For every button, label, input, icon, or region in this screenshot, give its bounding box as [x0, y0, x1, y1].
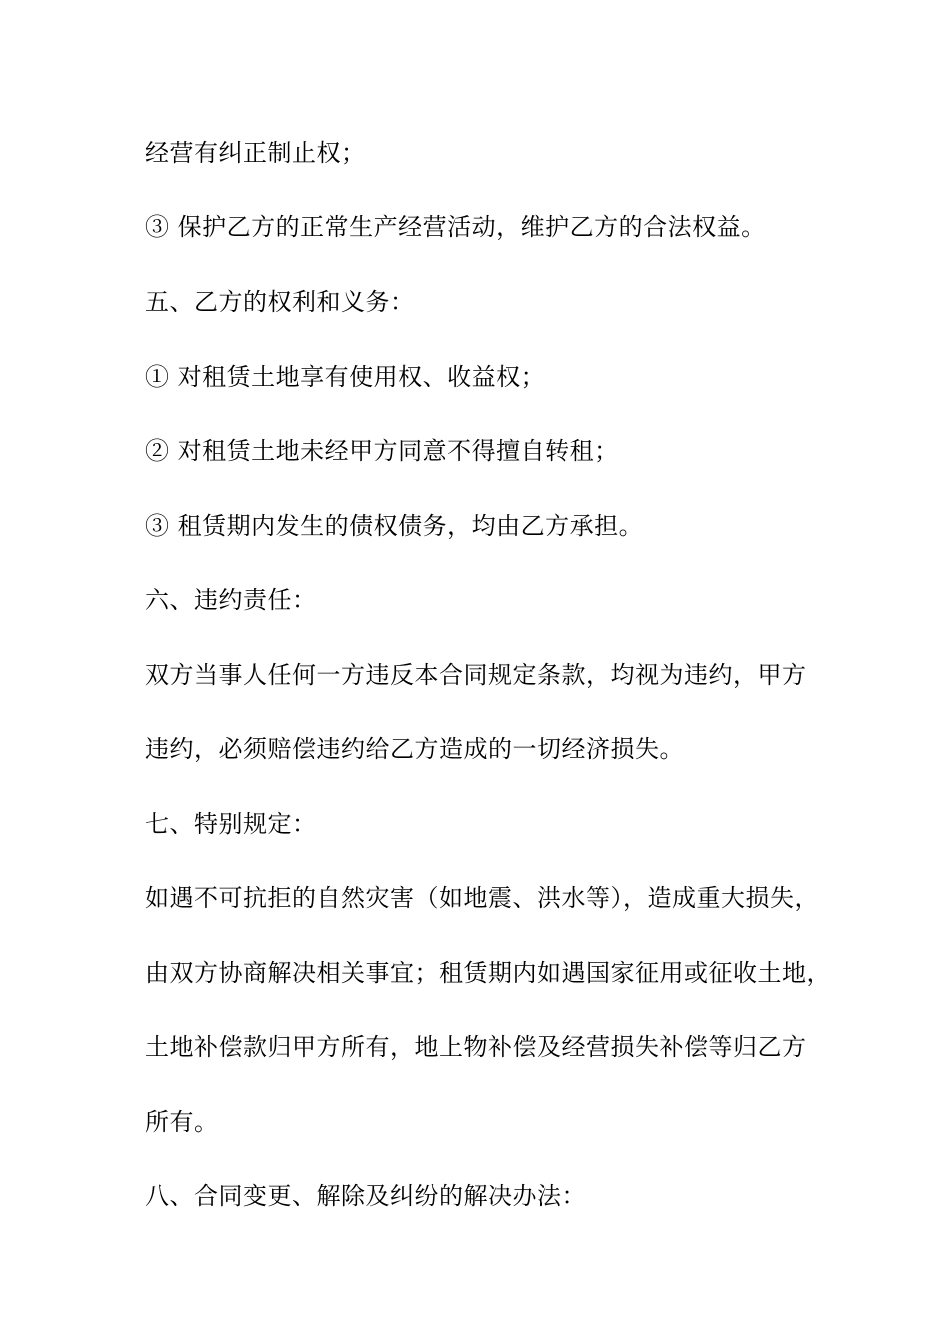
section-heading: 八、合同变更、解除及纠纷的解决办法：: [145, 1182, 586, 1210]
section-heading: 七、特别规定：: [145, 810, 317, 838]
text-line: 土地补偿款归甲方所有，地上物补偿及经营损失补偿等归乙方: [145, 1033, 807, 1061]
text-line: ① 对租赁土地享有使用权、收益权；: [145, 363, 546, 391]
text-line: ③ 租赁期内发生的债权债务，均由乙方承担。: [145, 512, 644, 540]
text-line: 经营有纠正制止权；: [145, 139, 366, 167]
section-heading: 六、违约责任：: [145, 586, 317, 614]
text-line: 所有。: [145, 1108, 219, 1136]
section-heading: 五、乙方的权利和义务：: [145, 288, 415, 316]
text-line: 如遇不可抗拒的自然灾害（如地震、洪水等），造成重大损失，: [145, 884, 819, 912]
text-line: ② 对租赁土地未经甲方同意不得擅自转租；: [145, 437, 619, 465]
text-line: 双方当事人任何一方违反本合同规定条款，均视为违约，甲方: [145, 661, 807, 689]
text-line: 由双方协商解决相关事宜；租赁期内如遇国家征用或征收土地，: [145, 959, 831, 987]
text-line: ③ 保护乙方的正常生产经营活动，维护乙方的合法权益。: [145, 213, 766, 241]
text-line: 违约，必须赔偿违约给乙方造成的一切经济损失。: [145, 735, 684, 763]
